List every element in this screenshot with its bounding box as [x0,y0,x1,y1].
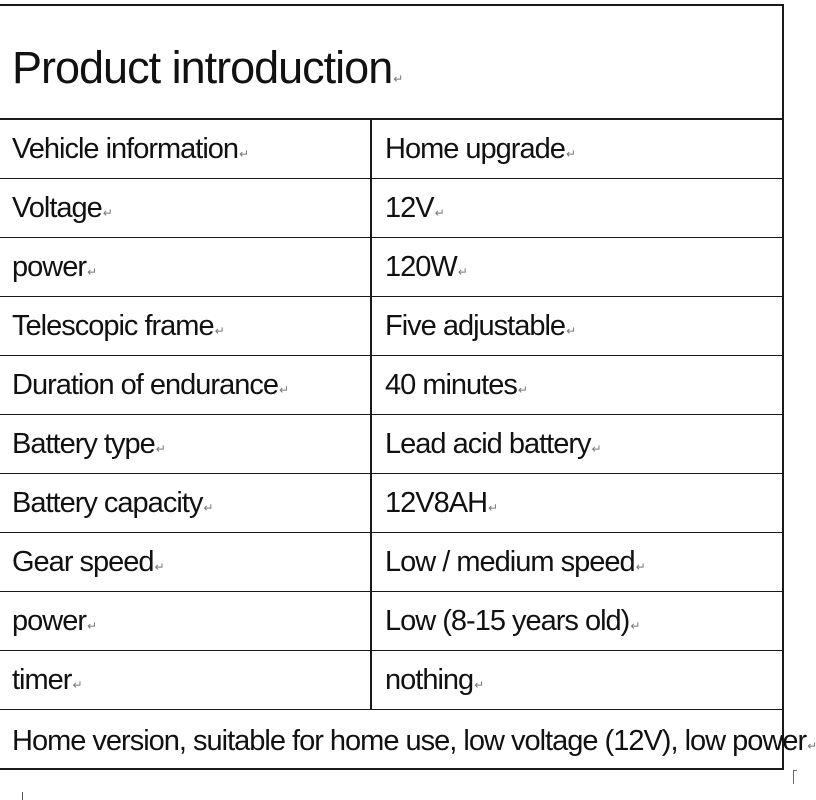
paragraph-mark-icon: ↵ [517,383,527,397]
spec-label-cell [0,474,372,532]
spec-label-cell [0,592,372,650]
spec-label: Telescopic frame [12,310,214,342]
paragraph-mark-icon: ↵ [807,739,816,753]
paragraph-mark-icon: ↵ [203,501,213,515]
spec-value-cell [372,356,784,414]
spec-value: Five adjustable [385,310,566,342]
spec-value: Low (8-15 years old) [385,605,630,637]
spec-value-cell [372,474,784,532]
table-row [0,238,782,297]
cursor-mark-icon [22,792,26,800]
paragraph-mark-icon: ↵ [87,265,97,279]
paragraph-mark-icon: ↵ [434,206,444,220]
spec-value-cell [372,533,784,591]
paragraph-mark-icon: ↵ [630,619,640,633]
spec-label-cell [0,533,372,591]
spec-label-cell [0,238,372,296]
corner-mark-icon [793,770,797,784]
paragraph-mark-icon: ↵ [239,147,249,161]
spec-label: Vehicle information [12,133,239,165]
paragraph-mark-icon: ↵ [72,678,82,692]
paragraph-mark-icon: ↵ [488,501,498,515]
spec-label: Battery type [12,428,155,460]
paragraph-mark-icon: ↵ [566,324,576,338]
table-title [12,38,402,109]
spec-label: power [12,251,86,283]
spec-value-cell [372,651,784,709]
paragraph-mark-icon: ↵ [565,147,575,161]
spec-value: 12V8AH [385,487,488,519]
paragraph-mark-icon: ↵ [155,442,165,456]
paragraph-mark-icon: ↵ [591,442,601,456]
spec-value-cell [372,297,784,355]
table-row [0,415,782,474]
paragraph-mark-icon: ↵ [214,324,224,338]
paragraph-mark-icon: ↵ [87,619,97,633]
product-spec-table [0,4,816,770]
spec-label: power [12,605,86,637]
spec-value: 120W [385,251,457,283]
footer-note-text: Home version, suitable for home use, low voltage (12V), low power [12,725,807,757]
spec-label-cell [0,415,372,473]
paragraph-mark-icon: ↵ [474,678,484,692]
spec-value-cell [372,415,784,473]
spec-value: nothing [385,664,474,696]
spec-label-cell [0,651,372,709]
paragraph-mark-icon: ↵ [102,206,112,220]
footer-row [0,713,816,770]
footer-note [12,713,816,775]
table-title-text: Product introduction [12,42,393,93]
spec-value-cell [372,120,784,178]
table-row [0,297,782,356]
title-row [0,6,782,120]
table-row [0,356,782,415]
spec-value-cell [372,592,784,650]
table-row [0,474,782,533]
spec-label: Voltage [12,192,102,224]
spec-label: Battery capacity [12,487,203,519]
spec-label-cell [0,356,372,414]
spec-value-cell [372,179,784,237]
table-row [0,592,782,651]
spec-label: Duration of endurance [12,369,278,401]
spec-value: 40 minutes [385,369,517,401]
spec-label: Gear speed [12,546,154,578]
spec-value: Lead acid battery [385,428,591,460]
paragraph-mark-icon: ↵ [635,560,645,574]
table-row [0,651,782,710]
table-row [0,179,782,238]
paragraph-mark-icon: ↵ [278,383,289,397]
table-row [0,120,782,179]
table-row [0,533,782,592]
paragraph-mark-icon: ↵ [457,265,467,279]
paragraph-mark-icon: ↵ [154,560,164,574]
spec-label-cell [0,179,372,237]
paragraph-mark-icon: ↵ [393,72,403,86]
spec-label-cell [0,297,372,355]
spec-value: Low / medium speed [385,546,635,578]
spec-value: Home upgrade [385,133,565,165]
spec-value-cell [372,238,784,296]
spec-value: 12V [385,192,434,224]
spec-label: timer [12,664,72,696]
spec-label-cell [0,120,372,178]
